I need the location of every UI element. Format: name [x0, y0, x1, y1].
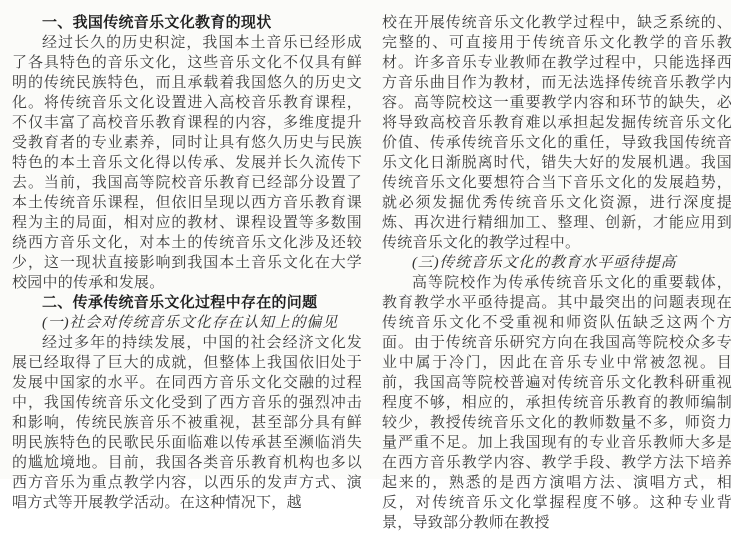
section-heading-1: 一、我国传统音乐文化教育的现状 [42, 14, 272, 31]
section-heading-2: 二、传承传统音乐文化过程中存在的问题 [42, 294, 318, 311]
body-paragraph-1: 经过长久的历史积淀，我国本土音乐已经形成了各具特色的音乐文化，这些音乐文化不仅具有鲜明的传统民族特色，而且承载着我国悠久的历史文化。将传统音乐文化设置进入高校音乐教育课程，不仅丰富了高校音乐教育课程的内容，多维度提升受教育者的专业素养，同时让具有悠久历史与民族特色的本土音乐文化得以传承、发展并长久流传下去。当前，我国高等院校音乐教育已经部分设置了本土传统音乐课程，但依旧呈现以西方音乐教育课程为主的局面，相对应的教材、课程设置等多数围绕西方音乐文化，对本土的传统音乐文化涉及还较少，这一现状直接影响到我国本土音乐文化在大学校园中的传承和发展。 [12, 35, 362, 291]
body-paragraph-3: 高等院校作为传承传统音乐文化的重要载体，教育教学水平亟待提高。其中最突出的问题表现在传统音乐文化不受重视和师资队伍缺乏这两个方面。由于传统音乐研究方向在我国高等院校众多专业中属于冷门，因此在音乐专业中常被忽视。目前，我国高等院校普遍对传统音乐文化教科研重视程度不够，相应的，承担传统音乐教育的教师编制较少，教授传统音乐文化的教师数量不多，师资力量严重不足。加上我国现有的专业音乐教师大多是在西方音乐教学内容、教学手段、教学方法下培养起来的，熟悉的是西方演唱方法、演唱方式，相反，对传统音乐文化掌握程度不够。这种专业背景，导致部分教师在教授 [382, 275, 732, 531]
right-column [382, 13, 732, 531]
left-column [12, 13, 362, 511]
subsection-heading-3: (三)传统音乐文化的教育水平亟待提高 [412, 255, 677, 271]
body-paragraph-continuation: 校在开展传统音乐文化教学过程中，缺乏系统的、完整的、可直接用于传统音乐文化教学的音乐教材。许多音乐专业教师在教学过程中，只能选择西方音乐曲目作为教材，而无法选择传统音乐教学内容。高等院校这一重要教学内容和环节的缺失，必将导致高校音乐教育难以承担起发掘传统音乐文化价值、传承传统音乐文化的重任，导致我国传统音乐文化日渐脱离时代，错失大好的发展机遇。我国传统音乐文化要想符合当下音乐文化的发展趋势，就必须发掘优秀传统音乐文化资源，进行深度提炼、再次进行精细加工、整理、创新，才能应用到传统音乐文化的教学过程中。 [382, 15, 732, 251]
subsection-heading-1: (一)社会对传统音乐文化存在认知上的偏见 [42, 315, 338, 331]
body-paragraph-2: 经过多年的持续发展，中国的社会经济文化发展已经取得了巨大的成就，但整体上我国依旧处于发展中国家的水平。在同西方音乐文化交融的过程中，我国传统音乐文化受到了西方音乐的强烈冲击和影响，传统民族音乐不被重视，甚至部分具有鲜明民族特色的民歌民乐面临难以传承甚至濒临消失的尴尬境地。目前，我国各类音乐教育机构也多以西方音乐为重点教学内容，以西乐的发声方式、演唱方式等开展教学活动。在这种情况下，越 [12, 335, 362, 511]
